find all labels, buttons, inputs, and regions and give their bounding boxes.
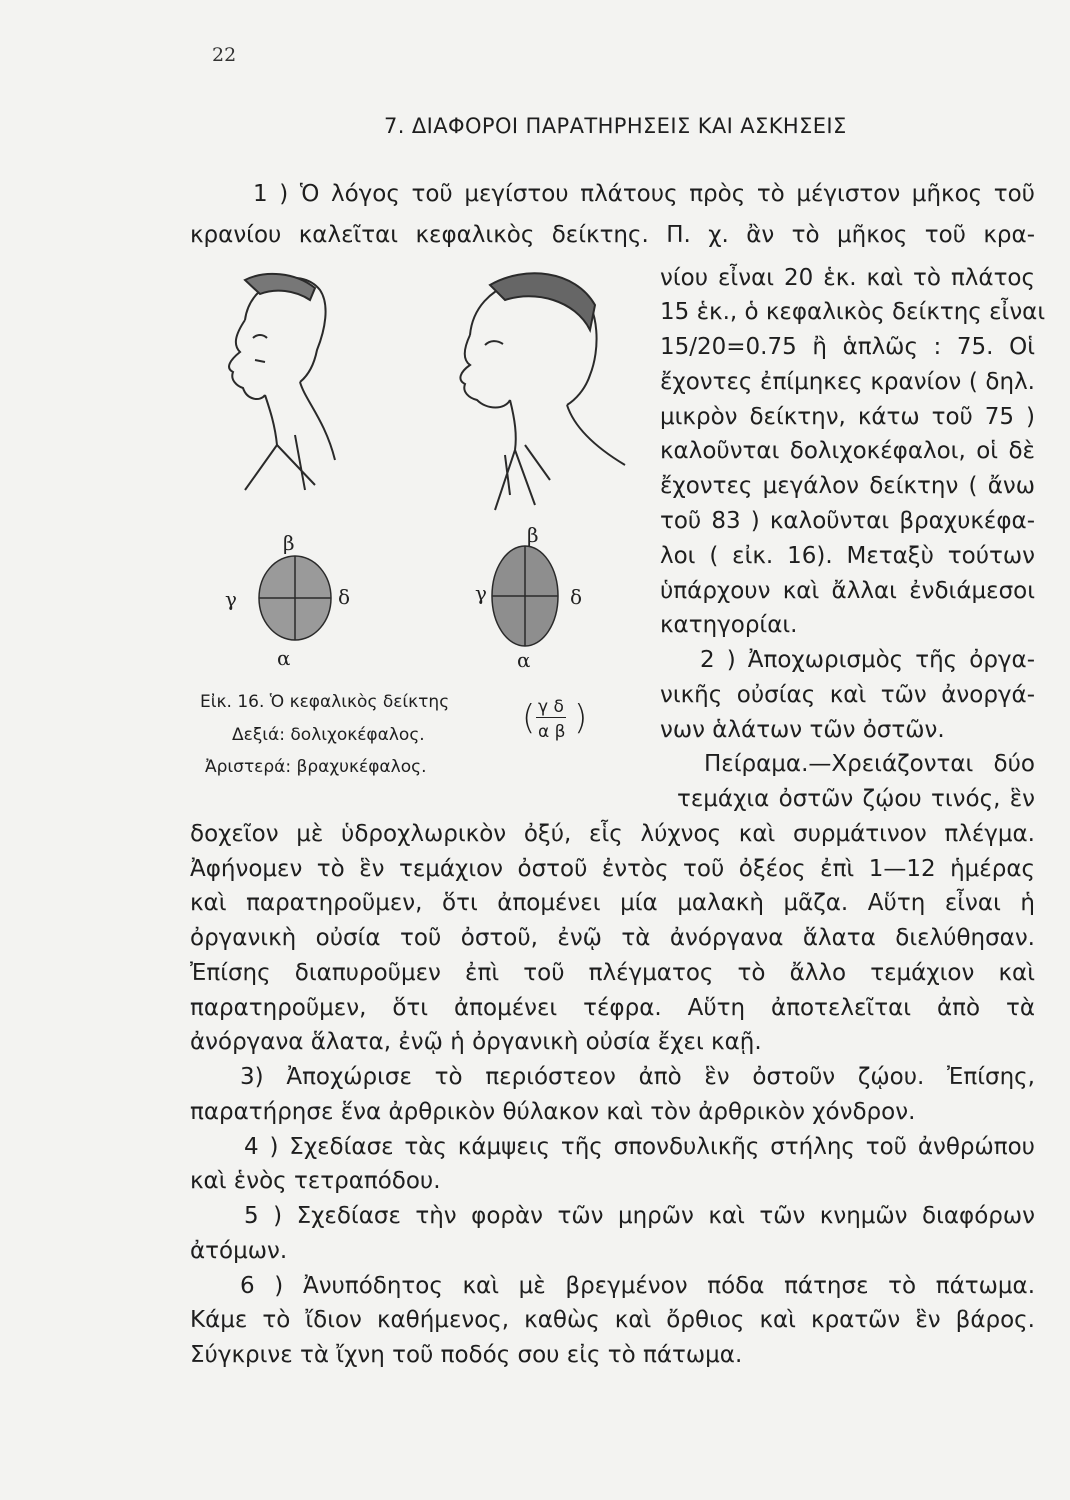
figure-caption: Εἰκ. 16. Ὁ κεφαλικὸς δείκτης: [200, 692, 450, 712]
formula-numerator: γ δ: [538, 697, 564, 717]
label-gamma-right: γ: [475, 581, 487, 605]
text-line: ἀτόμων.: [190, 1238, 288, 1264]
formula-denominator: α β: [538, 722, 566, 742]
text-line: 15 ἑκ., ὁ κεφαλικὸς δείκτης εἶναι: [660, 299, 1046, 325]
skull-outline-dolicho: [492, 546, 558, 646]
text-line: ἔχοντες ἐπίμηκες κρανίον ( δηλ.: [660, 369, 1035, 395]
text-line: καὶ ἑνὸς τετραπόδου.: [190, 1168, 441, 1194]
head-profile-right: [460, 273, 625, 510]
text-line: νικῆς οὐσίας καὶ τῶν ἀνοργά-: [660, 682, 1035, 708]
text-line: καὶ παρατηροῦμεν, ὅτι ἀπομένει μία μαλακὴ μᾶζα. Αὕτη εἶναι ἡ: [190, 890, 1035, 916]
text-line: Ἐπίσης διαπυροῦμεν ἐπὶ τοῦ πλέγματος τὸ ἄλλο τεμάχιον καὶ: [190, 960, 1035, 986]
text-line: λοι ( εἰκ. 16). Μεταξὺ τούτων: [660, 543, 1035, 569]
text-line: Κάμε τὸ ἴδιον καθήμενος, καθὼς καὶ ὄρθιος καὶ κρατῶν ἓν βάρος.: [190, 1307, 1035, 1333]
text-line: κρανίου καλεῖται κεφαλικὸς δείκτης. Π. χ. ἂν τὸ μῆκος τοῦ κρα-: [190, 222, 1035, 248]
text-line: Ἀφήνομεν τὸ ἓν τεμάχιον ὀστοῦ ἐντὸς τοῦ ὀξέος ἐπὶ 1—12 ἡμέρας: [190, 856, 1035, 882]
label-alpha-right: α: [517, 648, 531, 672]
label-gamma-left: γ: [225, 587, 237, 611]
page-number: 22: [212, 44, 237, 66]
text-line: τοῦ 83 ) καλοῦνται βραχυκέφα-: [660, 508, 1035, 534]
text-line: καλοῦνται δολιχοκέφαλοι, οἱ δὲ: [660, 438, 1035, 464]
text-line: 15/20=0.75 ἢ ἁπλῶς : 75. Οἱ: [660, 334, 1035, 360]
text-line: κατηγορίαι.: [660, 612, 798, 638]
text-line: παρατήρησε ἕνα ἀρθρικὸν θύλακον καὶ τὸν ἀρθρικὸν χόνδρον.: [190, 1099, 916, 1125]
text-line: 2 ) Ἀποχωρισμὸς τῆς ὀργα-: [700, 647, 1035, 673]
text-line: 4 ) Σχεδίασε τὰς κάμψεις τῆς σπονδυλικῆς στήλης τοῦ ἀνθρώπου: [244, 1134, 1035, 1160]
text-line: ὀργανικὴ οὐσία τοῦ ὀστοῦ, ἐνῷ τὰ ἀνόργανα ἅλατα διελύθησαν.: [190, 925, 1035, 951]
label-alpha-left: α: [277, 646, 291, 670]
text-line: Πείραμα.—Χρειάζονται δύο: [704, 751, 1035, 777]
text-line: δοχεῖον μὲ ὑδροχλωρικὸν ὀξύ, εἷς λύχνος καὶ συρμάτινον πλέγμα.: [190, 821, 1035, 847]
label-delta-right: δ: [570, 585, 583, 609]
label-beta-right: β: [527, 523, 539, 547]
text-line: 1 ) Ὁ λόγος τοῦ μεγίστου πλάτους πρὸς τὸ μέγιστον μῆκος τοῦ: [253, 181, 1035, 207]
text-line: τεμάχια ὀστῶν ζῴου τινός, ἓν: [677, 786, 1035, 812]
cephalic-index-figure: [205, 260, 650, 700]
text-line: 3) Ἀποχώρισε τὸ περιόστεον ἀπὸ ἓν ὀστοῦν ζῴου. Ἐπίσης,: [240, 1064, 1035, 1090]
figure-caption-left: Ἀριστερά: βραχυκέφαλος.: [205, 757, 427, 777]
text-line: Σύγκρινε τὰ ἴχνη τοῦ ποδός σου εἰς τὸ πάτωμα.: [190, 1342, 743, 1368]
section-heading: 7. ΔΙΑΦΟΡΟΙ ΠΑΡΑΤΗΡΗΣΕΙΣ ΚΑΙ ΑΣΚΗΣΕΙΣ: [384, 114, 847, 138]
text-line: νίου εἶναι 20 ἑκ. καὶ τὸ πλάτος: [660, 265, 1035, 291]
cephalic-formula: ( γ δ α β ): [522, 697, 588, 742]
text-line: ἀνόργανα ἅλατα, ἐνῷ ἡ ὀργανικὴ οὐσία ἔχει καῇ.: [190, 1029, 762, 1055]
text-line: 5 ) Σχεδίασε τὴν φορὰν τῶν μηρῶν καὶ τῶν κνημῶν διαφόρων: [244, 1203, 1035, 1229]
text-line: νων ἁλάτων τῶν ὀστῶν.: [660, 717, 945, 743]
label-beta-left: β: [283, 531, 295, 555]
text-line: 6 ) Ἀνυπόδητος καὶ μὲ βρεγμένον πόδα πάτησε τὸ πάτωμα.: [240, 1273, 1035, 1299]
text-line: ὑπάρχουν καὶ ἄλλαι ἐνδιάμεσοι: [660, 578, 1035, 604]
text-line: μικρὸν δείκτην, κάτω τοῦ 75 ): [660, 404, 1035, 430]
skull-outline-brachy: [259, 556, 331, 640]
label-delta-left: δ: [338, 585, 351, 609]
figure-caption-right: Δεξιά: δολιχοκέφαλος.: [232, 725, 425, 745]
head-profile-left: [229, 274, 335, 490]
text-line: παρατηροῦμεν, ὅτι ἀπομένει τέφρα. Αὕτη ἀποτελεῖται ἀπὸ τὰ: [190, 995, 1035, 1021]
text-line: ἔχοντες μεγάλον δείκτην ( ἄνω: [660, 473, 1035, 499]
